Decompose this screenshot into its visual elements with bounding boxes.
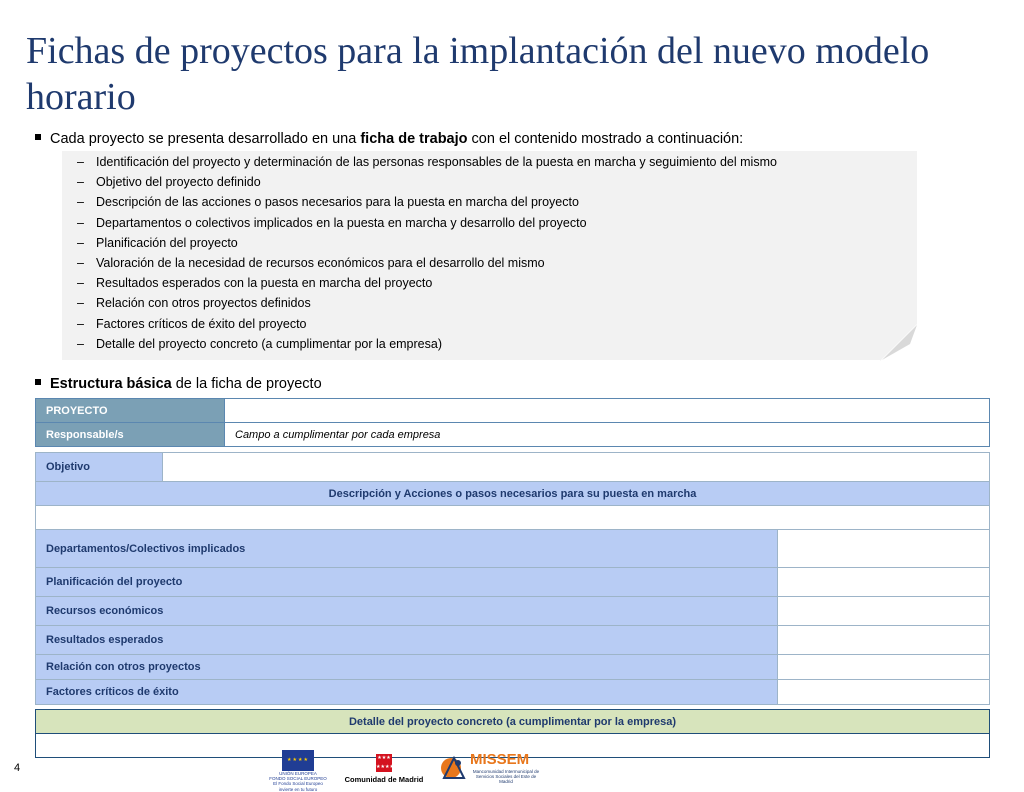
structure-bullet [35,376,322,392]
objetivo-field[interactable] [163,453,990,482]
recursos-label: Recursos económicos [36,597,778,626]
relacion-label: Relación con otros proyectos [36,655,778,680]
footer-logos [266,750,542,791]
proyecto-field[interactable] [225,399,990,423]
departamentos-field[interactable] [778,530,990,568]
departamentos-label: Departamentos/Colectivos implicados [36,530,778,568]
table-row [36,506,990,530]
descripcion-header: Descripción y Acciones o pasos necesarios para su puesta en marcha [36,482,990,506]
eu-flag-icon: ★★★★ [282,750,314,771]
structure-text-bold: Estructura básica [50,376,172,392]
proyecto-label: PROYECTO [36,399,225,423]
factores-field[interactable] [778,680,990,705]
table-row [36,423,990,447]
recursos-field[interactable] [778,597,990,626]
madrid-stars-icon: ★★★ ★★★★ [376,755,394,770]
factores-label: Factores críticos de éxito [36,680,778,705]
intro-bullet [35,131,743,147]
list-item: – Relación con otros proyectos definidos [77,296,311,311]
table-row [36,453,990,482]
table-row [36,597,990,626]
table-row [36,399,990,423]
relacion-field[interactable] [778,655,990,680]
page-title: Fichas de proyectos para la implantación del nuevo modelo horario [26,30,930,118]
page-curl-icon [880,324,917,361]
detail-header: Detalle del proyecto concreto (a cumplimentar por la empresa) [36,710,990,734]
square-bullet-icon [35,379,41,385]
table-row [36,680,990,705]
intro-text-post: con el contenido mostrado a continuación: [467,131,744,147]
square-bullet-icon [35,134,41,140]
resultados-field[interactable] [778,626,990,655]
table-row [36,655,990,680]
project-header-table [35,398,990,447]
intro-text-bold: ficha de trabajo [360,131,468,147]
descripcion-field[interactable] [36,506,990,530]
list-item: – Resultados esperados con la puesta en marcha del proyecto [77,276,433,291]
list-item: – Factores críticos de éxito del proyecto [77,316,307,331]
table-row [36,482,990,506]
resultados-label: Resultados esperados [36,626,778,655]
eu-logo: ★★★★ UNIÓN EUROPEA FONDO SOCIAL EUROPEO El Fondo Social Europeo invierte en tu futuro [266,750,330,791]
project-form-table [35,452,990,705]
list-item: – Planificación del proyecto [77,235,238,250]
list-item: – Detalle del proyecto concreto (a cumplimentar por la empresa) [77,336,442,351]
list-item: – Departamentos o colectivos implicados en la puesta en marcha y desarrollo del proyecto [77,215,587,230]
list-item: – Valoración de la necesidad de recursos económicos para el desarrollo del mismo [77,255,545,270]
table-row [36,710,990,734]
responsable-label: Responsable/s [36,423,225,447]
planificacion-field[interactable] [778,568,990,597]
table-row [36,530,990,568]
responsable-field[interactable]: Campo a cumplimentar por cada empresa [225,423,990,447]
structure-text-post: de la ficha de proyecto [171,376,322,392]
list-item: – Identificación del proyecto y determinación de las personas responsables de la puesta en marcha y seguimiento del mismo [77,155,777,169]
missem-mark-icon [440,754,466,782]
planificacion-label: Planificación del proyecto [36,568,778,597]
objetivo-label: Objetivo [36,453,163,482]
table-row [36,626,990,655]
list-item: – Objetivo del proyecto definido [77,175,261,190]
table-row [36,568,990,597]
missem-logo: MISSEM Mancomunidad Intermunicipal de Servicios Sociales del Este de Madrid [438,750,544,791]
content-list [77,152,777,354]
intro-text-pre: Cada proyecto se presenta desarrollado en una [50,131,361,147]
page-number: 4 [14,762,21,774]
list-item: – Descripción de las acciones o pasos necesarios para la puesta en marcha del proyecto [77,195,579,210]
comunidad-madrid-logo: ★★★ ★★★★ Comunidad de Madrid [344,755,424,784]
